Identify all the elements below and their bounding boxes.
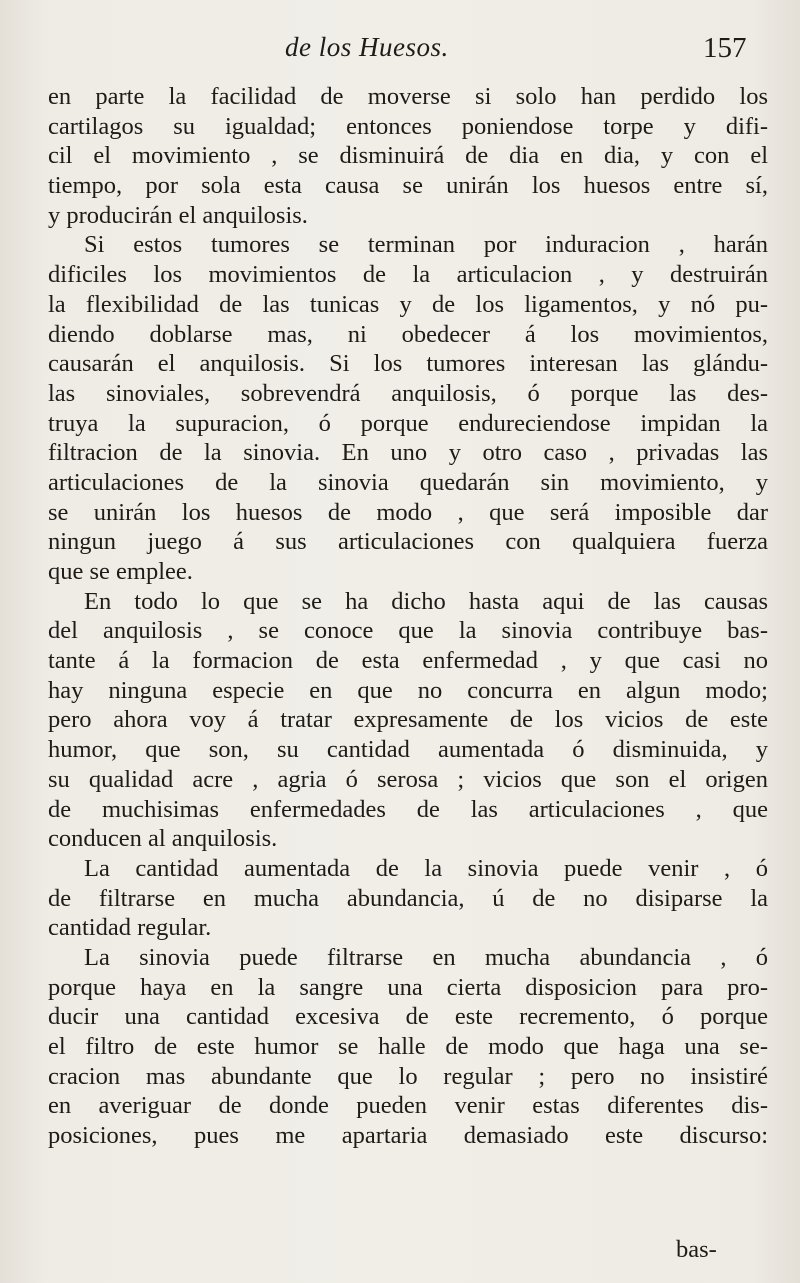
text-line: cantidad regular.	[48, 914, 212, 942]
text-line: Si estos tumores se terminan por induracion , harán	[84, 231, 768, 259]
text-line: que se emplee.	[48, 558, 193, 585]
text-line: tante á la formacion de esta enfermedad , y que casi no	[48, 647, 768, 675]
text-line: el filtro de este humor se halle de modo que haga una se-	[48, 1033, 768, 1060]
text-line: su qualidad acre , agria ó serosa ; vicios que son el origen	[48, 765, 768, 793]
text-line: se unirán los huesos de modo , que será imposible dar	[48, 498, 768, 526]
text-line: pero ahora voy á tratar expresamente de los vicios de este	[48, 706, 768, 734]
text-line: ningun juego á sus articulaciones con qualquiera fuerza	[48, 528, 768, 556]
text-line: En todo lo que se ha dicho hasta aqui de las causas	[84, 587, 768, 615]
text-line: cartilagos su igualdad; entonces poniendose torpe y difi-	[48, 112, 768, 140]
text-line: en averiguar de donde pueden venir estas diferentes dis-	[48, 1092, 768, 1120]
text-line: posiciones, pues me apartaria demasiado este discurso:	[48, 1122, 768, 1150]
text-line: filtracion de la sinovia. En uno y otro caso , privadas las	[48, 439, 768, 467]
text-line: y producirán el anquilosis.	[48, 201, 308, 229]
text-line: La sinovia puede filtrarse en mucha abundancia , ó	[84, 943, 768, 971]
text-line: humor, que son, su cantidad aumentada ó disminuida, y	[48, 736, 768, 764]
text-line: hay ninguna especie en que no concurra en algun modo;	[48, 676, 768, 704]
body-text	[48, 82, 768, 1151]
text-line: tiempo, por sola esta causa se unirán los huesos entre sí,	[48, 172, 768, 200]
text-line: en parte la facilidad de moverse si solo han perdido los	[48, 83, 768, 110]
text-line: la flexibilidad de las tunicas y de los ligamentos, y nó pu-	[48, 290, 768, 318]
text-line: La cantidad aumentada de la sinovia puede venir , ó	[84, 854, 768, 882]
text-line: cracion mas abundante que lo regular ; pero no insistiré	[48, 1062, 768, 1090]
text-line: articulaciones de la sinovia quedarán sin movimiento, y	[48, 468, 768, 496]
text-line: cil el movimiento , se disminuirá de dia en dia, y con el	[48, 142, 768, 170]
page-number: 157	[703, 32, 747, 64]
text-line: truya la supuracion, ó porque endureciendose impidan la	[48, 409, 768, 437]
text-line: causarán el anquilosis. Si los tumores interesan las glándu-	[48, 350, 768, 378]
text-line: dificiles los movimientos de la articulacion , y destruirán	[48, 261, 768, 289]
running-head	[0, 30, 800, 78]
text-line: del anquilosis , se conoce que la sinovia contribuye bas-	[48, 617, 768, 645]
text-line: de filtrarse en mucha abundancia, ú de no disiparse la	[48, 884, 768, 912]
text-line: de muchisimas enfermedades de las articulaciones , que	[48, 795, 768, 823]
text-line: conducen al anquilosis.	[48, 825, 278, 853]
text-line: las sinoviales, sobrevendrá anquilosis, ó porque las des-	[48, 379, 768, 407]
text-line: ducir una cantidad excesiva de este recremento, ó porque	[48, 1003, 768, 1031]
catchword: bas-	[676, 1236, 717, 1263]
text-line: porque haya en la sangre una cierta disposicion para pro-	[48, 973, 768, 1001]
running-title: de los Huesos.	[285, 32, 449, 62]
text-line: diendo doblarse mas, ni obedecer á los movimientos,	[48, 320, 768, 348]
